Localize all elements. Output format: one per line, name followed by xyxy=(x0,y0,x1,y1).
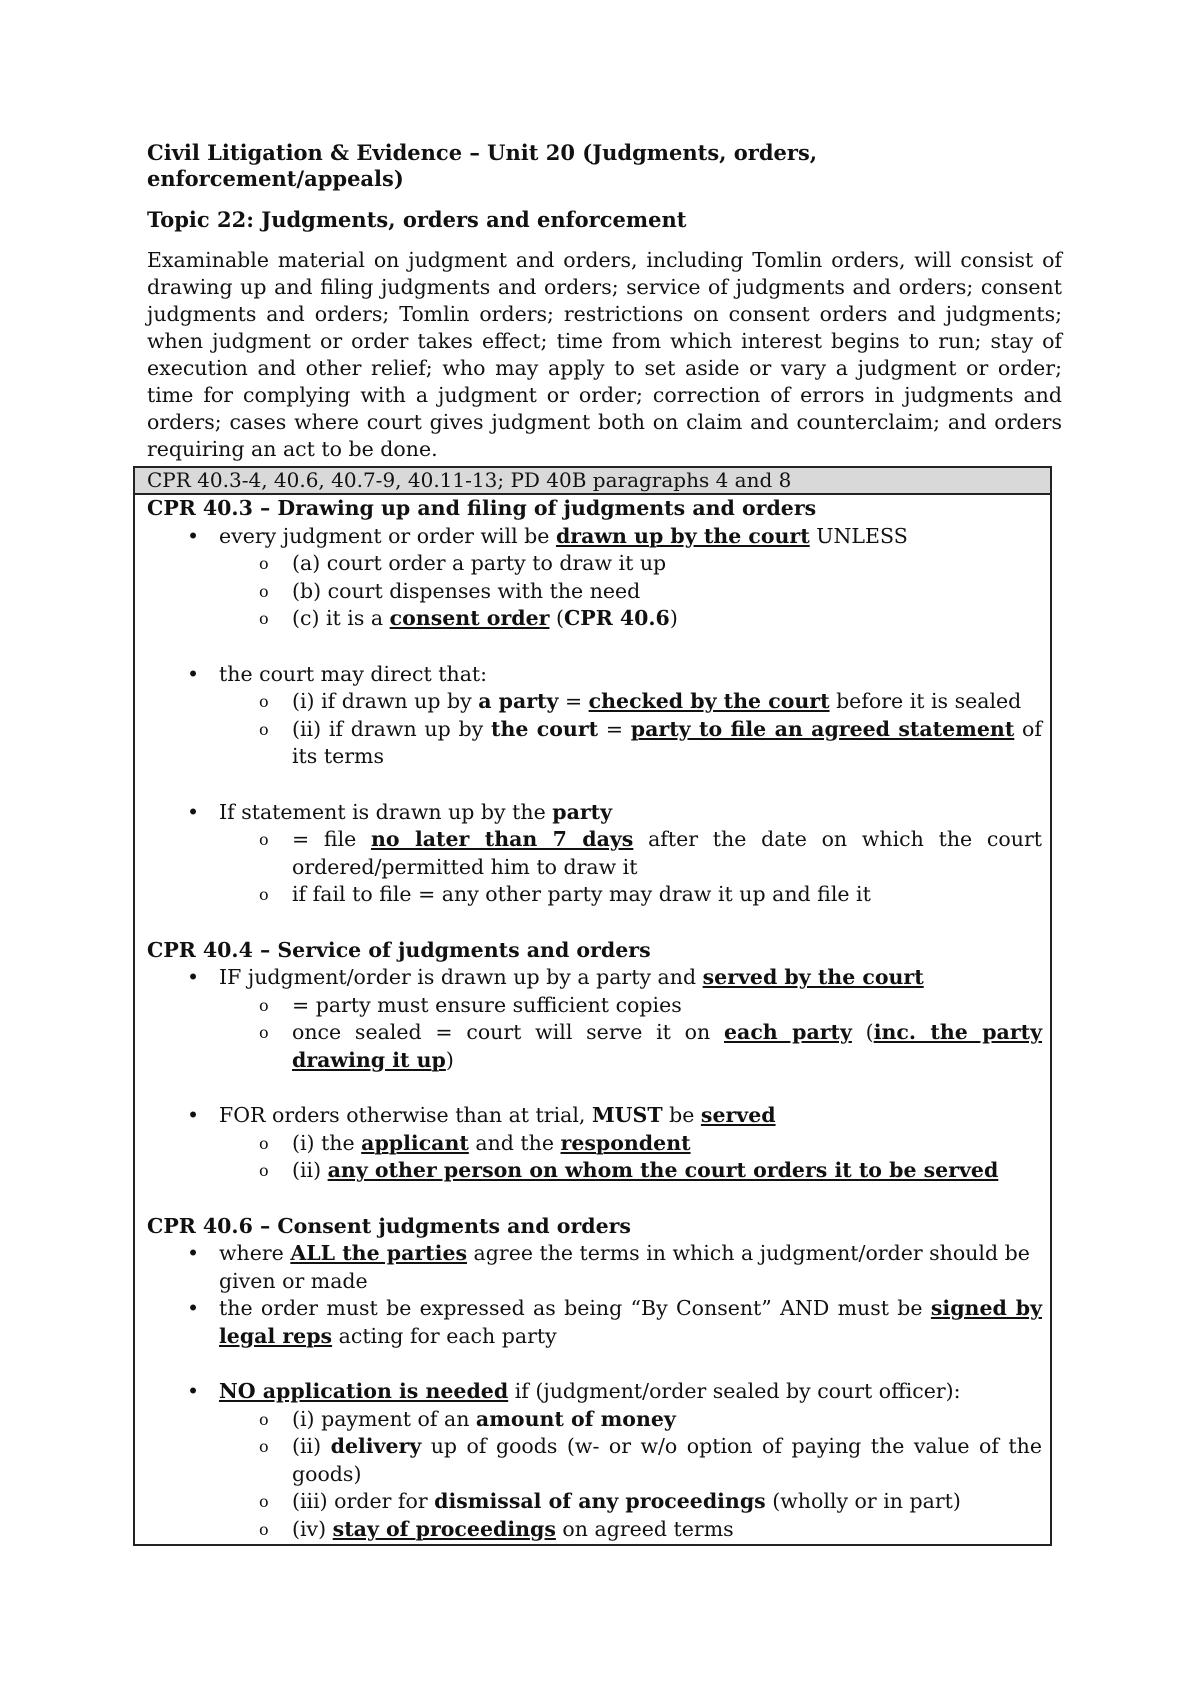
emphasis: inc. the party drawing it up xyxy=(292,1020,1043,1072)
sub-item xyxy=(259,1433,1042,1488)
emphasis: dismissal of any proceedings xyxy=(434,1489,766,1513)
emphasis: delivery xyxy=(330,1434,422,1458)
rules-table-body xyxy=(135,495,1050,1543)
section-heading-cpr-40-6: CPR 40.6 – Consent judgments and orders xyxy=(147,1213,631,1238)
sub-list xyxy=(219,550,1042,633)
emphasis: applicant xyxy=(361,1130,469,1155)
sub-item: o if fail to file = any other party may draw it up and file it xyxy=(259,881,1042,909)
sub-item xyxy=(259,688,1042,716)
emphasis: party to file an agreed statement xyxy=(630,716,1015,741)
text: the court may direct that: xyxy=(219,661,488,686)
text: (ii) if drawn up by xyxy=(292,716,491,741)
sub-item: o = party must ensure sufficient copies xyxy=(259,992,1042,1020)
text: If statement is drawn up by the xyxy=(219,799,553,824)
sub-item: o (b) court dispenses with the need xyxy=(259,578,1042,606)
list-item xyxy=(187,1102,1042,1185)
text: ( xyxy=(851,1020,874,1044)
emphasis: NO application is needed xyxy=(219,1379,509,1403)
emphasis: signed by legal reps xyxy=(219,1296,1042,1348)
text: = xyxy=(598,716,631,741)
list-item xyxy=(187,964,1042,1074)
text: (ii) xyxy=(292,1434,331,1458)
emphasis: served xyxy=(700,1103,776,1127)
text: ( xyxy=(549,606,564,630)
list-item xyxy=(187,661,1042,771)
emphasis: stay of proceedings xyxy=(332,1516,556,1541)
emphasis: amount of money xyxy=(475,1406,676,1431)
text: agree the terms in which a judgment/order should be given or made xyxy=(219,1241,1030,1293)
sub-item: o (a) court order a party to draw it up xyxy=(259,550,1042,578)
text: after the date on which the court ordered/permitted him to draw it xyxy=(292,827,1042,879)
sub-item xyxy=(259,1130,1042,1158)
list-item xyxy=(187,1240,1042,1295)
text: the order must be expressed as being “By Consent” AND must be xyxy=(219,1296,931,1320)
emphasis: the court xyxy=(490,716,599,741)
sub-list xyxy=(219,826,1042,909)
bullet-list xyxy=(147,1240,1042,1350)
list-item xyxy=(187,523,1042,633)
document-title: Civil Litigation & Evidence – Unit 20 (Judgments, orders, enforcement/appeals) xyxy=(147,140,818,191)
list-item xyxy=(187,1378,1042,1543)
sub-item xyxy=(259,1516,1042,1544)
text: UNLESS xyxy=(809,523,908,548)
sub-item xyxy=(259,605,1042,633)
text: (iv) xyxy=(292,1516,333,1541)
text: (ii) xyxy=(292,1158,328,1182)
text: (i) payment of an xyxy=(292,1406,476,1431)
text: = xyxy=(558,689,589,713)
sub-item xyxy=(259,1488,1042,1516)
document-page xyxy=(147,140,1062,471)
emphasis: no later than 7 days xyxy=(371,827,634,851)
sub-list xyxy=(219,688,1042,771)
emphasis: consent order xyxy=(389,606,550,630)
bullet-list xyxy=(147,964,1042,1074)
text: (iii) order for xyxy=(292,1489,435,1513)
list-item xyxy=(187,1295,1042,1350)
text: be xyxy=(662,1103,701,1127)
text: acting for each party xyxy=(332,1323,557,1348)
text: IF judgment/order is drawn up by a party and xyxy=(219,965,703,989)
text: (wholly or in part) xyxy=(765,1489,961,1513)
section-heading-cpr-40-4: CPR 40.4 – Service of judgments and orders xyxy=(147,937,651,962)
section-heading-cpr-40-3: CPR 40.3 – Drawing up and filing of judgments and orders xyxy=(147,496,817,520)
bullet-list xyxy=(147,523,1042,633)
text: ) xyxy=(669,606,678,630)
rules-table xyxy=(133,466,1052,1546)
sub-list xyxy=(219,1406,1042,1544)
emphasis: each party xyxy=(724,1020,852,1044)
text: FOR orders otherwise than at trial, xyxy=(219,1103,592,1127)
bullet-list xyxy=(147,1378,1042,1543)
emphasis: served by the court xyxy=(702,965,924,989)
emphasis: party xyxy=(552,799,613,824)
topic-heading: Topic 22: Judgments, orders and enforcement xyxy=(147,207,687,232)
sub-list xyxy=(219,992,1042,1075)
sub-item xyxy=(259,1157,1042,1185)
text: on agreed terms xyxy=(555,1516,734,1541)
emphasis: respondent xyxy=(560,1130,691,1155)
intro-paragraph: Examinable material on judgment and orders, including Tomlin orders, will consist of drawing up and filing judgments and orders; service of judgments and orders; consent judgments and orders; Tomlin orders; restrictions on consent orders and judgments; when judgment or order takes effect; time from which interest begins to run; stay of execution and other relief; who may apply to set aside or vary a judgment or order; time for complying with a judgment or order; correction of errors in judgments and orders; cases where court gives judgment both on claim and counterclaim; and orders requiring an act to be done. xyxy=(147,248,1062,461)
emphasis: ALL the parties xyxy=(290,1241,468,1265)
rules-table-header: CPR 40.3-4, 40.6, 40.7-9, 40.11-13; PD 40B paragraphs 4 and 8 xyxy=(135,468,1050,495)
text: (i) the xyxy=(292,1130,362,1155)
text: if (judgment/order sealed by court officer): xyxy=(508,1379,961,1403)
text: (c) it is a xyxy=(292,606,390,630)
sub-list xyxy=(219,1130,1042,1185)
text: (i) if drawn up by xyxy=(292,689,479,713)
sub-item xyxy=(259,826,1042,881)
emphasis: MUST xyxy=(591,1103,663,1127)
text: every judgment or order will be xyxy=(219,523,556,548)
text: and the xyxy=(468,1130,561,1155)
emphasis: a party xyxy=(478,689,559,713)
text: before it is sealed xyxy=(829,689,1022,713)
text: once sealed = court will serve it on xyxy=(292,1020,724,1044)
text: of its terms xyxy=(292,716,1042,768)
list-item xyxy=(187,799,1042,909)
emphasis: CPR 40.6 xyxy=(563,606,670,630)
bullet-list xyxy=(147,1102,1042,1185)
emphasis: any other person on whom the court orders it to be served xyxy=(327,1158,999,1182)
sub-item xyxy=(259,716,1042,771)
sub-item xyxy=(259,1406,1042,1434)
sub-item xyxy=(259,1019,1042,1074)
text: = file xyxy=(292,827,372,851)
emphasis: drawn up by the court xyxy=(555,523,810,548)
emphasis: checked by the court xyxy=(588,689,830,713)
bullet-list xyxy=(147,661,1042,771)
text: ) xyxy=(445,1047,454,1072)
bullet-list xyxy=(147,799,1042,909)
text: up of goods (w- or w/o option of paying the value of the goods) xyxy=(292,1434,1043,1486)
text: where xyxy=(219,1241,291,1265)
